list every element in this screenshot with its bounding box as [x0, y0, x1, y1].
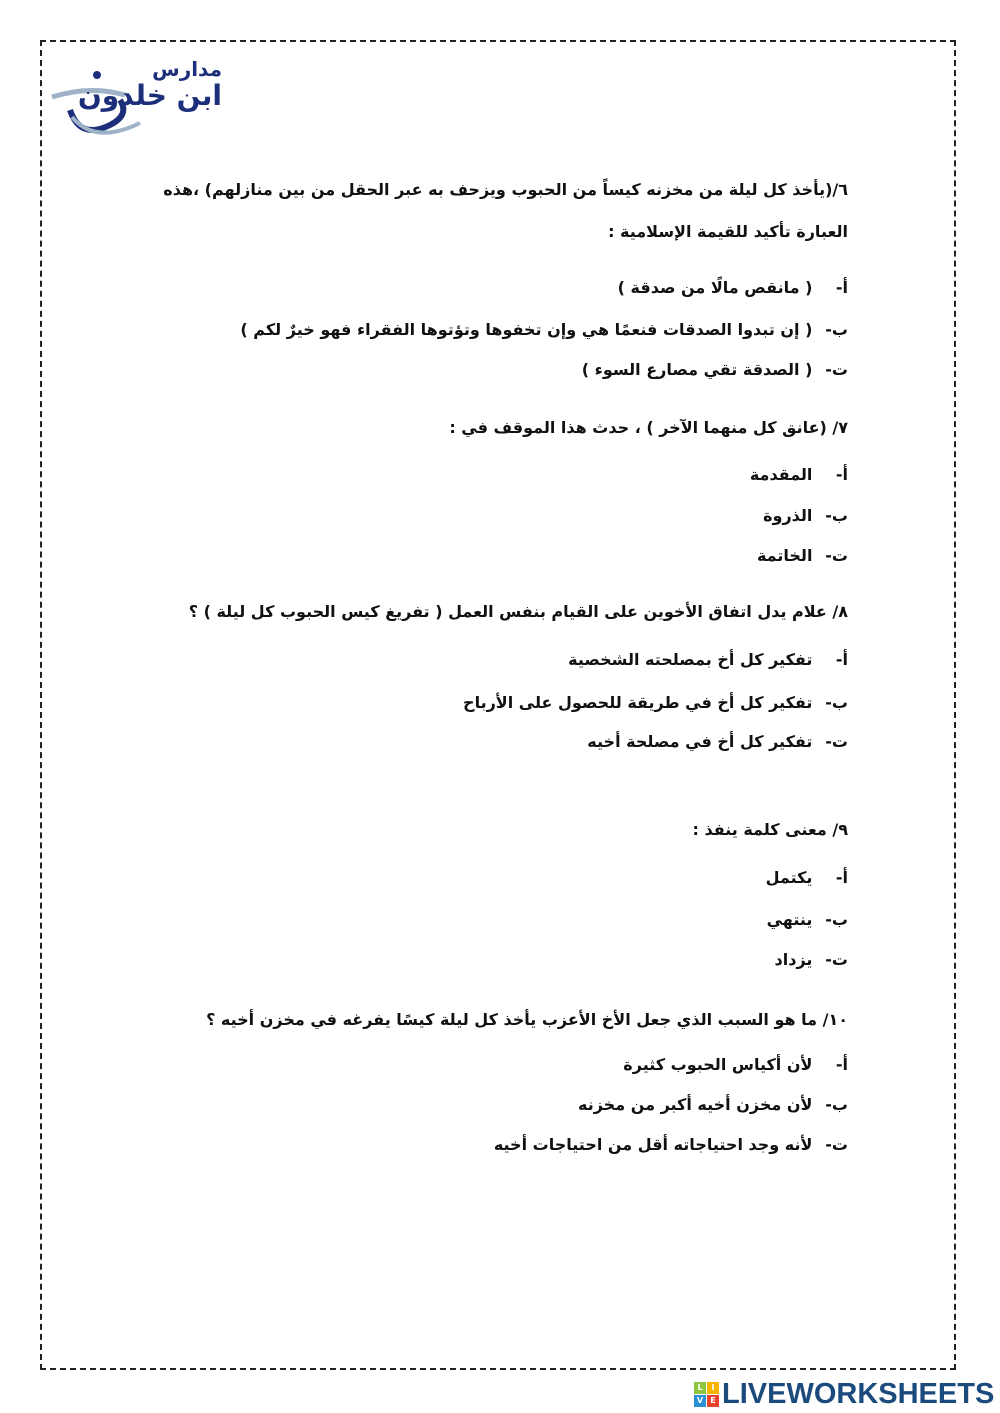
question-6-option-t[interactable]	[582, 359, 848, 381]
option-text: تفكير كل أخ في طريقة للحصول على الأرباح	[463, 693, 813, 712]
question-6-line-2: العبارة تأكيد للقيمة الإسلامية :	[608, 222, 848, 241]
question-10-option-t[interactable]	[494, 1134, 848, 1156]
question-7-option-t[interactable]	[757, 545, 848, 567]
option-text: الخاتمة	[756, 546, 813, 565]
cube-l: L	[694, 1382, 706, 1394]
option-text: تفكير كل أخ بمصلحته الشخصية	[568, 650, 813, 669]
question-10-option-a[interactable]	[623, 1054, 848, 1076]
option-text: يكتمل	[765, 868, 813, 887]
option-label: أ-	[835, 650, 848, 669]
question-6-option-b[interactable]	[240, 319, 848, 341]
question-9: ٩/ معنى كلمة ينفذ :	[692, 820, 848, 839]
option-label: ت-	[825, 360, 848, 379]
option-label: ب-	[825, 506, 848, 525]
option-text: ( الصدقة تقي مصارع السوء )	[581, 360, 813, 379]
question-10: ١٠/ ما هو السبب الذي جعل الأخ الأعزب يأخذ كل ليلة كيسًا يفرغه في مخزن أخيه ؟	[206, 1010, 848, 1029]
option-label: ب-	[825, 1095, 848, 1114]
option-text: ( مانقص مالًا من صدقة )	[617, 278, 813, 297]
option-text: الذروة	[763, 506, 813, 525]
question-7-option-b[interactable]	[763, 505, 848, 527]
option-text: ( إن تبدوا الصدقات فنعمًا هي وإن تخفوها وتؤتوها الفقراء فهو خيرٌ لكم )	[240, 320, 813, 339]
option-label: أ-	[835, 278, 848, 297]
option-label: ب-	[825, 693, 848, 712]
question-8-option-t[interactable]	[587, 731, 848, 753]
liveworksheets-brand	[694, 1378, 994, 1411]
brand-wordmark: LIVEWORKSHEETS	[722, 1378, 995, 1410]
option-text: لأنه وجد احتياجاته أقل من احتياجات أخيه	[493, 1135, 813, 1154]
cube-i: I	[707, 1382, 719, 1394]
question-10-option-b[interactable]	[578, 1094, 848, 1116]
option-label: ت-	[825, 732, 848, 751]
option-label: ت-	[825, 950, 848, 969]
option-label: أ-	[835, 1055, 848, 1074]
question-7-option-a[interactable]	[750, 464, 848, 486]
option-label: ت-	[825, 1135, 848, 1154]
question-7: ٧/ (عانق كل منهما الآخر ) ، حدث هذا الموقف في :	[449, 418, 848, 437]
option-label: ب-	[825, 910, 848, 929]
option-text: لأن أكياس الحبوب كثيرة	[623, 1055, 813, 1074]
option-text: ينتهي	[766, 910, 813, 929]
option-label: أ-	[835, 465, 848, 484]
question-8-option-b[interactable]	[463, 692, 848, 714]
option-label: أ-	[835, 868, 848, 887]
option-text: المقدمة	[749, 465, 813, 484]
cube-e: E	[707, 1395, 719, 1407]
question-8-option-a[interactable]	[568, 649, 848, 671]
question-6-line-1: ٦/(يأخذ كل ليلة من مخزنه كيساً من الحبوب ويزحف به عبر الحقل من بين منازلهم) ،هذه	[163, 180, 848, 199]
option-label: ب-	[825, 320, 848, 339]
school-logo	[50, 55, 230, 145]
logo-line2: ابن خلدون	[77, 79, 222, 112]
question-9-option-a[interactable]	[766, 867, 848, 889]
question-9-option-t[interactable]	[775, 949, 848, 971]
cube-v: V	[694, 1395, 706, 1407]
question-6-option-a[interactable]	[618, 277, 848, 299]
option-text: لأن مخزن أخيه أكبر من مخزنه	[578, 1095, 813, 1114]
option-text: يزداد	[774, 950, 813, 969]
option-text: تفكير كل أخ في مصلحة أخيه	[587, 732, 813, 751]
question-8: ٨/ علام يدل اتفاق الأخوين على القيام بنفس العمل ( تفريغ كيس الحبوب كل ليلة ) ؟	[188, 602, 848, 621]
logo-line1: مدارس	[152, 57, 222, 81]
question-9-option-b[interactable]	[767, 909, 848, 931]
live-cubes-icon	[694, 1382, 719, 1407]
option-label: ت-	[825, 546, 848, 565]
